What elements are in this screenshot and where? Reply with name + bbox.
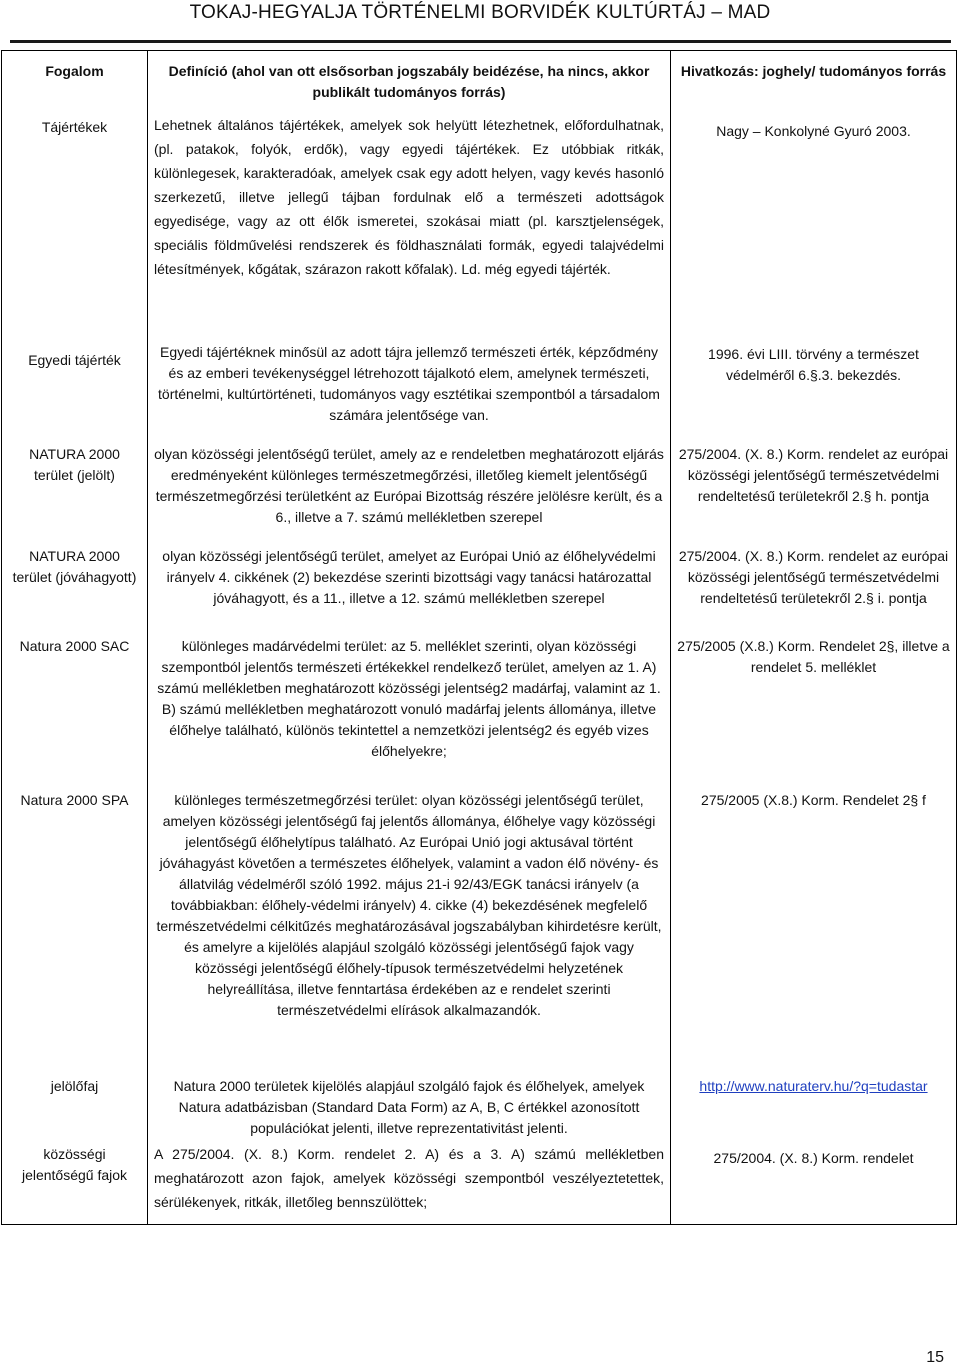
- page-header-title: TOKAJ-HEGYALJA TÖRTÉNELMI BORVIDÉK KULTÚRTÁJ – MAD: [189, 2, 771, 23]
- definition-cell: különleges madárvédelmi terület: az 5. melléklet szerinti, olyan közösségi szempontból jelentős természeti értékekkel rendelkező terület, amelyen az 1. A) számú mellékletben meghatározott közösségi jelentség2 madárfaj, valamint az 1. B) számú mellékletben meghatározott vonuló madárfaj jelents állománya, illetve élőhelye található, különös tekintettel a nemzetközi jelentség2 és egyéb vizes élőhelyekre;: [148, 634, 671, 788]
- column-header-definition: Definíció (ahol van ott elsősorban jogszabály beidézése, ha nincs, akkor publikált tudományos forrás): [148, 51, 671, 112]
- reference-cell: 275/2004. (X. 8.) Korm. rendelet az európai közösségi jelentőségű természetvédelmi rendeltetésű területekről 2.§ i. pontja: [671, 542, 957, 634]
- definition-cell: Lehetnek általános tájértékek, amelyek sok helyütt létezhetnek, előfordulhatnak, (pl. patakok, folyók, erdők), vagy egyedi tájértékek. Ez utóbbiak ritkák, különlegesek, karakteradóak, amelyek csak egy adott helyen, vagy kevés hasonló szerkezetű, illetve jellegű tájban fordulnak elő a természeti adottságok egyedisége, vagy az ott élők ismeretei, szokásai miatt (pl. karsztjelenségek, speciális földművelési rendszerek és földhasználati formák, egyedi talajvédelmi létesítmények, kőgátak, szárazon rakott kőfalak). Ld. még egyedi tájérték.: [148, 111, 671, 326]
- definition-cell: olyan közösségi jelentőségű terület, amely az e rendeletben meghatározott eljárás eredményeként különleges természetmegőrzési, illetőleg kiemelt jelentőségű természetmegőrzési területként az Európai Bizottság részére jelölésre került, és a 6., illetve a 7. számú mellékletben szerepel: [148, 426, 671, 542]
- term-cell: NATURA 2000 terület (jelölt): [2, 426, 148, 542]
- reference-cell: 1996. évi LIII. törvény a természet védelméről 6.§.3. bekezdés.: [671, 326, 957, 426]
- reference-cell: [671, 1072, 957, 1142]
- table-row: [2, 634, 957, 788]
- definition-cell: olyan közösségi jelentőségű terület, amelyet az Európai Unió az élőhelyvédelmi irányelv 4. cikkének (2) bekezdése szerinti bizottsági vagy tanácsi határozattal jóváhagyott, és a 11., illetve a 12. számú mellékletben szerepel: [148, 542, 671, 634]
- definition-cell: különleges természetmegőrzési terület: olyan közösségi jelentőségű terület, amelyen közösségi jelentőségű faj jelentős állománya, élőhelye vagy közösségi jelentőségű élőhelytípus található. Az Európai Unió jogi aktusával történt jóváhagyást követően a természetes élőhelyek, valamint a vadon élő növény- és állatvilág védelméről szóló 1992. május 21-i 92/43/EGK tanácsi irányelv (a továbbiakban: élőhely-védelmi irányelv) 4. cikke (4) bekezdésének megfelelő természetvédelmi célkitűzés meghatározásával jogszabályban kihirdetésre került, és amelyre a kijelölés alapjául szolgáló közösségi jelentőségű fajok vagy közösségi jelentőségű élőhely-típusok természetvédelmi helyzetének helyreállítása, illetve fenntartása érdekében az e rendelet szerinti természetvédelmi elírások alkalmazandók.: [148, 788, 671, 1072]
- term-cell: Natura 2000 SPA: [2, 788, 148, 1072]
- table-row: [2, 326, 957, 426]
- definition-cell: Natura 2000 területek kijelölés alapjául szolgáló fajok és élőhelyek, amelyek Natura adatbázisban (Standard Data Form) az A, B, C értékkel azonosított populációkat jelenti, illetve reprezentativitást jelenti.: [148, 1072, 671, 1142]
- term-cell: közösségi jelentőségű fajok: [2, 1142, 148, 1224]
- column-header-reference: Hivatkozás: joghely/ tudományos forrás: [671, 51, 957, 112]
- header-rule: [10, 40, 951, 43]
- term-cell: NATURA 2000 terület (jóváhagyott): [2, 542, 148, 634]
- page-number: 15: [926, 1349, 944, 1366]
- table-row: [2, 1072, 957, 1142]
- definition-cell: A 275/2004. (X. 8.) Korm. rendelet 2. A) és a 3. A) számú mellékletben meghatározott azon fajok, amelyek közösségi szempontból veszélyeztetettek, sérülékenyek, ritkák, illetőleg bennszülöttek;: [148, 1142, 671, 1224]
- term-cell: Egyedi tájérték: [2, 326, 148, 426]
- reference-cell: 275/2004. (X. 8.) Korm. rendelet az európai közösségi jelentőségű természetvédelmi rendeltetésű területekről 2.§ h. pontja: [671, 426, 957, 542]
- reference-cell: 275/2005 (X.8.) Korm. Rendelet 2§, illetve a rendelet 5. melléklet: [671, 634, 957, 788]
- table-row: [2, 542, 957, 634]
- table-row: [2, 1142, 957, 1224]
- term-cell: jelölőfaj: [2, 1072, 148, 1142]
- reference-cell: 275/2004. (X. 8.) Korm. rendelet: [671, 1142, 957, 1224]
- reference-cell: Nagy – Konkolyné Gyuró 2003.: [671, 111, 957, 326]
- glossary-table: [1, 50, 957, 1225]
- term-cell: Natura 2000 SAC: [2, 634, 148, 788]
- table-header-row: [2, 51, 957, 112]
- column-header-term: Fogalom: [2, 51, 148, 112]
- table-row: [2, 426, 957, 542]
- reference-cell: 275/2005 (X.8.) Korm. Rendelet 2§ f: [671, 788, 957, 1072]
- table-row: [2, 111, 957, 326]
- naturaterv-link[interactable]: http://www.naturaterv.hu/?q=tudastar: [699, 1078, 928, 1094]
- term-cell: Tájértékek: [2, 111, 148, 326]
- table-row: [2, 788, 957, 1072]
- definition-cell: Egyedi tájértéknek minősül az adott tájra jellemző természeti érték, képződmény és az emberi tevékenységgel létrehozott tájalkotó elem, amelynek természeti, történelmi, kultúrtörténeti, tudományos vagy esztétikai szempontból a társadalom számára jelentősége van.: [148, 326, 671, 426]
